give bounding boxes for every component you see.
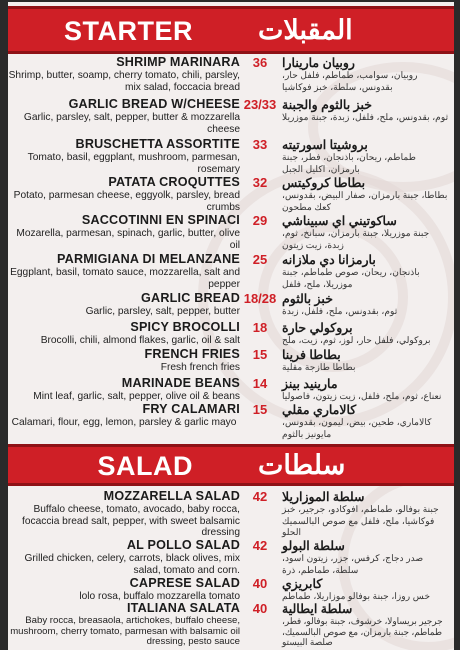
item-description-arabic: بطاطا طازجة مقلية <box>282 362 356 372</box>
starter-title-arabic: المقبلات <box>258 15 353 45</box>
item-name-arabic: بارمزانا دي ملازانه <box>282 253 376 267</box>
item-description-arabic: جبنة موزريلا، جبنة بارمزان، سبانخ، ثوم، زبدة، زيت زيتون <box>282 228 430 250</box>
item-name: PATATA CROQUTTES <box>108 175 240 189</box>
item-name: FRENCH FRIES <box>144 347 240 361</box>
item-price: 18 <box>252 320 268 335</box>
item-description: Shrimp, butter, soamp, cherry tomato, chili, parsley, mix salad, foccacia bread <box>8 70 240 93</box>
item-description-arabic: كالاماري، طحين، بيض، ليمون، بقدونس، مايونيز بالثوم <box>282 417 432 439</box>
salad-banner <box>8 444 454 486</box>
item-description: Mozarella, parmesan, spinach, garlic, butter, olive oil <box>16 228 240 251</box>
item-name-arabic: بطاطا كروكيتس <box>282 176 366 190</box>
item-description: Brocolli, chili, almond flakes, garlic, oil & salt <box>40 335 240 346</box>
item-description: Baby rocca, breasaola, artichokes, buffalo cheese, mushroom, cherry tomato, parmesan with balsamic oil dressing, pesto sauce <box>10 615 240 648</box>
item-name: GARLIC BREAD <box>141 291 240 305</box>
item-description-arabic: صدر دجاج، كرفس، جزر، زيتون اسود، سلطة، طماطم، ذرة <box>282 553 424 575</box>
item-description-arabic: طماطم، ريحان، باذنجان، فطر، جبنة بارمزان، اكليل الجبل <box>282 152 417 174</box>
menu-page <box>8 2 454 650</box>
item-name: PARMIGIANA DI MELANZANE <box>56 252 240 266</box>
item-name: MOZZARELLA SALAD <box>103 489 240 503</box>
item-description-arabic: روبيان، سوامب، طماطم، فلفل حار، بقدونس، سلطة، خبز فوكاشيا <box>282 70 418 92</box>
item-description-arabic: خس روزا، جبنة بوفالو موزاريلا، طماطم <box>282 591 431 601</box>
item-description-arabic: جبنة بوفالو، طماطم، افوكادو، جرجير، خبز فوكاشيا، ملح، فلفل مع صوص البالسميك الحلو <box>282 504 439 538</box>
item-name: BRUSCHETTA ASSORTITE <box>75 137 240 151</box>
item-description-arabic: بروكولي، فلفل حار، لوز، ثوم، زيت، ملح <box>282 335 431 345</box>
item-name: GARLIC BREAD W/CHEESE <box>68 97 240 111</box>
item-description: Mint leaf, garlic, salt, pepper, olive oil & beans <box>33 391 240 402</box>
item-name-arabic: سلطة البولو <box>282 539 345 553</box>
item-name: AL POLLO SALAD <box>126 538 240 552</box>
item-price: 15 <box>252 347 268 362</box>
item-description: Fresh french fries <box>160 362 240 373</box>
salad-title-arabic: سلطات <box>258 450 346 480</box>
item-name-arabic: كابريزي <box>282 577 323 591</box>
item-price: 29 <box>252 213 268 228</box>
item-name-arabic: كالاماري مقلي <box>282 403 357 417</box>
item-name-arabic: مارينيد بينز <box>282 377 338 391</box>
item-description-arabic: نعناع، ثوم، ملح، فلفل، زيت زيتون، فاصوليا <box>282 391 442 401</box>
item-price: 14 <box>252 376 268 391</box>
item-name-arabic: بروكولي حارة <box>282 321 353 335</box>
item-description: Buffalo cheese, tomato, avocado, baby rocca, focaccia bread salt, pepper, with sweet balsamic dressing <box>21 504 240 539</box>
item-name: CAPRESE SALAD <box>129 576 240 590</box>
item-description: Calamari, flour, egg, lemon, parsley & garlic mayo <box>11 417 237 428</box>
item-description: Grilled chicken, celery, carrots, black olives, mix salad, tomato and corn. <box>24 553 240 576</box>
item-name-arabic: ساكوتيني اي سبيناشي <box>282 214 397 228</box>
item-description-arabic: ثوم، بقدونس، ملح، فلفل، زبدة <box>282 306 398 316</box>
item-name: SPICY BROCOLLI <box>130 320 240 334</box>
item-description-arabic: باذنجان، ريحان، صوص طماطم، جبنة موزريلا، ملح، فلفل <box>282 267 420 289</box>
item-price: 18/28 <box>243 291 277 306</box>
item-description-arabic: ثوم، بقدونس، ملح، فلفل، زبدة، جبنة موزريلا <box>282 112 449 122</box>
item-name-arabic: خبز بالثوم <box>282 292 333 306</box>
item-name-arabic: روبيان مارينارا <box>282 56 355 70</box>
item-price: 15 <box>252 402 268 417</box>
item-name-arabic: سلطة الموزاريلا <box>282 490 365 504</box>
item-name: SACCOTINNI EN SPINACI <box>81 213 240 227</box>
item-description: Potato, parmesan cheese, eggyolk, parsley, bread crumbs <box>13 190 240 213</box>
salad-title: SALAD <box>97 451 193 481</box>
item-description: Garlic, parsley, salt, pepper, butter <box>85 306 240 317</box>
item-name: MARINADE BEANS <box>121 376 240 390</box>
item-description-arabic: بطاطا، جبنة بارمزان، صفار البيض، بقدونس، كعك مطحون <box>282 190 448 212</box>
item-price: 33 <box>252 137 268 152</box>
item-description: Tomato, basil, eggplant, mushroom, parmesan, rosemary <box>27 152 240 175</box>
item-name: ITALIANA SALATA <box>126 601 240 615</box>
item-name-arabic: بطاطا فرينا <box>282 348 341 362</box>
item-price: 42 <box>252 538 268 553</box>
item-price: 36 <box>252 55 268 70</box>
starter-title: STARTER <box>64 16 193 46</box>
item-name-arabic: خبز بالثوم والجبنة <box>282 98 373 112</box>
item-description: Garlic, parsley, salt, pepper, butter & mozzarella cheese <box>23 112 240 135</box>
item-price: 32 <box>252 175 268 190</box>
item-price: 40 <box>252 576 268 591</box>
item-name: FRY CALAMARI <box>142 402 240 416</box>
item-description-arabic: جرجير بريساولا، خرشوف، جبنة بوفالو، فطر، طماطم، جبنة بارمزان، مع صوص البالسميك، صلصة البيستو <box>282 616 443 648</box>
item-price: 42 <box>252 489 268 504</box>
item-price: 23/33 <box>243 97 277 112</box>
item-name-arabic: سلطة ايطالية <box>282 602 353 616</box>
starter-banner <box>8 6 454 54</box>
item-name: SHRIMP MARINARA <box>116 55 240 69</box>
item-price: 40 <box>252 601 268 616</box>
item-description: Eggplant, basil, tomato sauce, mozzarella, salt and pepper <box>10 267 240 290</box>
item-description: lolo rosa, buffalo mozzarella tomato <box>79 591 240 602</box>
item-name-arabic: بروشيتا اسورتيته <box>282 138 368 152</box>
item-price: 25 <box>252 252 268 267</box>
